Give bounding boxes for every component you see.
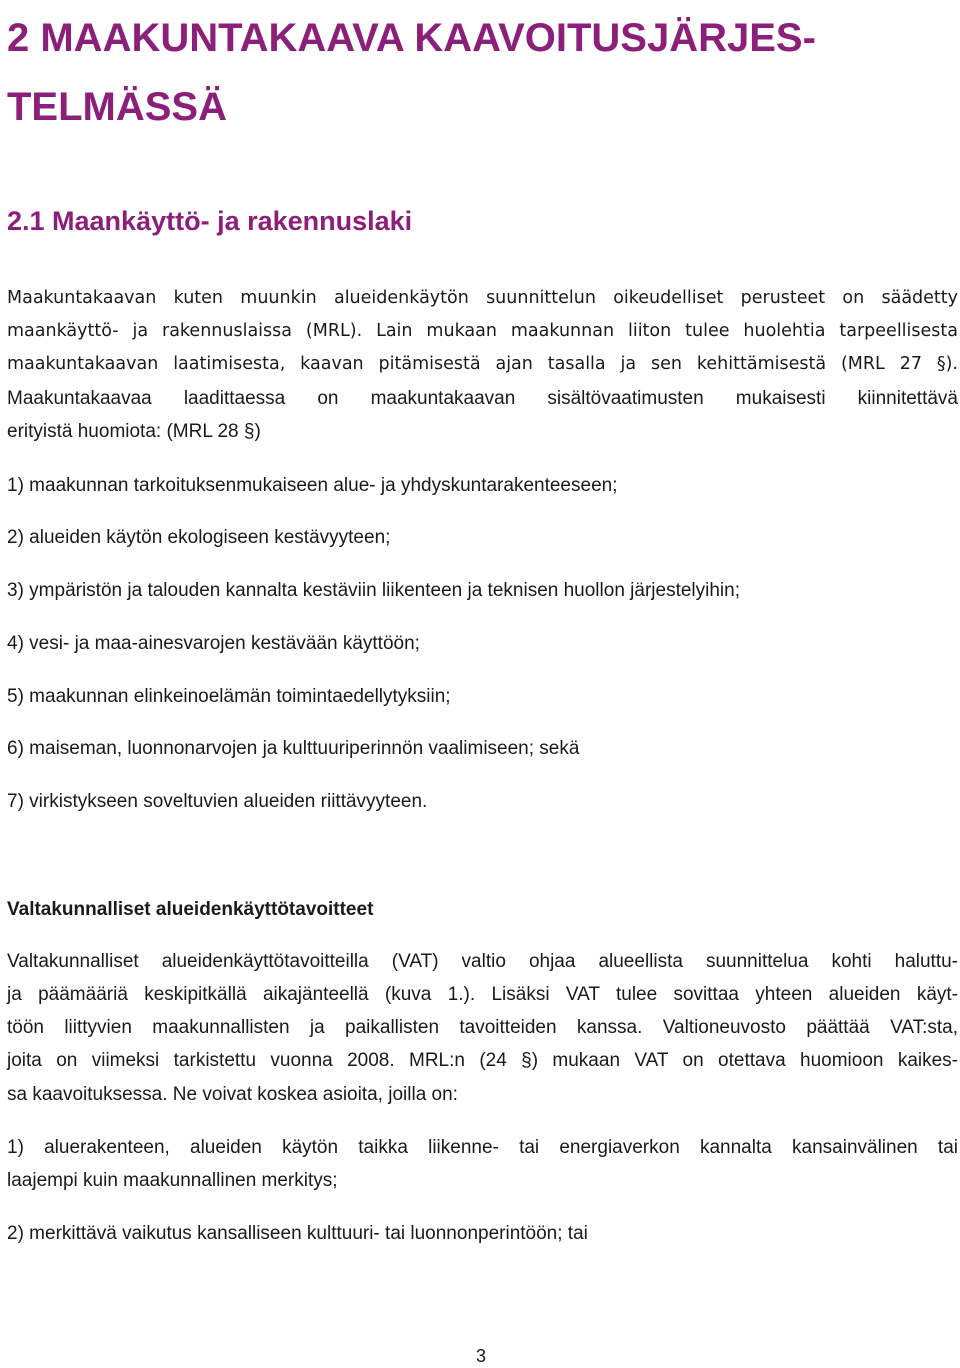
list-item: 7) virkistykseen soveltuvien alueiden riittävyyteen. [7, 791, 428, 812]
list-item: 6) maiseman, luonnonarvojen ja kulttuuriperinnön vaalimiseen; sekä [7, 738, 580, 759]
paragraph-line: sa kaavoituksessa. Ne voivat koskea asioita, joilla on: [7, 1084, 458, 1105]
paragraph-line: Maakuntakaavan kuten muunkin alueidenkäytön suunnittelun oikeudelliset perusteet on säädetty [7, 288, 958, 308]
paragraph-line: maakuntakaavan laatimisesta, kaavan pitämisestä ajan tasalla ja sen kehittämisestä (MRL 27 §). [7, 354, 958, 374]
section-heading: 2.1 Maankäyttö- ja rakennuslaki [7, 206, 413, 236]
subsection-heading: Valtakunnalliset alueidenkäyttötavoitteet [7, 899, 374, 920]
list-item: 2) alueiden käytön ekologiseen kestävyyteen; [7, 527, 391, 548]
paragraph-line: erityistä huomiota: (MRL 28 §) [7, 421, 261, 442]
list-item-continuation: laajempi kuin maakunnallinen merkitys; [7, 1170, 338, 1191]
list-item: 1) maakunnan tarkoituksenmukaiseen alue- ja yhdyskuntarakenteeseen; [7, 475, 618, 496]
list-item: 4) vesi- ja maa-ainesvarojen kestävään käyttöön; [7, 633, 420, 654]
paragraph-line: Valtakunnalliset alueidenkäyttötavoitteilla (VAT) valtio ohjaa alueellista suunnittelua kohti haluttu- [7, 951, 958, 972]
chapter-heading [7, 4, 816, 142]
list-item: 3) ympäristön ja talouden kannalta kestäviin liikenteen ja teknisen huollon järjestelyihin; [7, 580, 740, 601]
paragraph-line: joita on viimeksi tarkistettu vuonna 2008. MRL:n (24 §) mukaan VAT on otettava huomioon kaikes- [7, 1050, 958, 1071]
chapter-heading-line-2: TELMÄSSÄ [7, 85, 227, 129]
paragraph-line: Maakuntakaavaa laadittaessa on maakuntakaavan sisältövaatimusten mukaisesti kiinnitettävä [7, 388, 958, 409]
chapter-heading-line-1: 2 MAAKUNTAKAAVA KAAVOITUSJÄRJES- [7, 16, 816, 60]
paragraph-line: ja päämääriä keskipitkällä aikajänteellä (kuva 1.). Lisäksi VAT tulee sovittaa yhteen alueiden käyt- [7, 984, 958, 1005]
page-number: 3 [475, 1346, 486, 1366]
paragraph-line: maankäyttö- ja rakennuslaissa (MRL). Lain mukaan maakunnan liiton tulee huolehtia tarpeellisesta [7, 321, 958, 341]
list-item: 2) merkittävä vaikutus kansalliseen kulttuuri- tai luonnonperintöön; tai [7, 1223, 588, 1244]
paragraph-line: töön liittyvien maakunnallisten ja paikallisten tavoitteiden kanssa. Valtioneuvosto päättää VAT:sta, [7, 1017, 958, 1038]
list-item: 1) aluerakenteen, alueiden käytön taikka liikenne- tai energiaverkon kannalta kansainvälinen tai [7, 1137, 958, 1158]
list-item: 5) maakunnan elinkeinoelämän toimintaedellytyksiin; [7, 686, 451, 707]
